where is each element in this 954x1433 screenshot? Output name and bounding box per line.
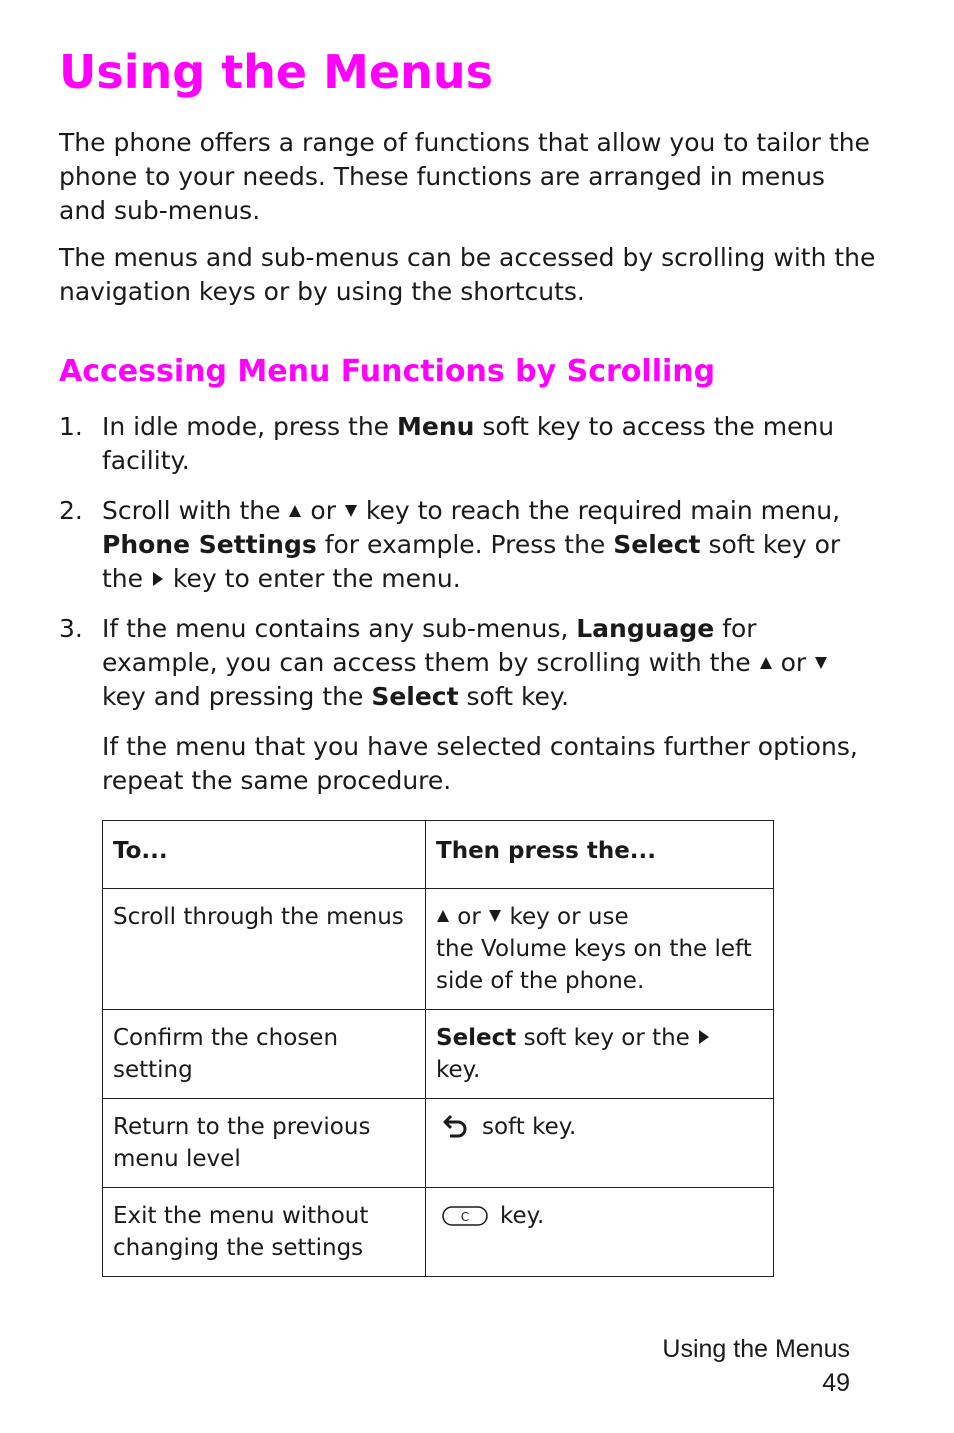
table-cell-action: Scroll through the menus (103, 889, 426, 1010)
step-2 (59, 494, 879, 596)
table-row (103, 1010, 774, 1099)
table-cell-action: Confirm the chosen setting (103, 1010, 426, 1099)
section-title: Accessing Menu Functions by Scrolling (59, 354, 716, 389)
table-cell-press: or key or use the Volume keys on the left side of the phone. (426, 889, 774, 1010)
step-number: 2. (59, 496, 83, 525)
down-arrow-icon (344, 504, 358, 518)
key-reference-table (102, 820, 774, 1277)
language-label: Language (576, 614, 715, 643)
footer-section-title: Using the Menus (662, 1335, 850, 1363)
select-key-label: Select (371, 682, 459, 711)
step-1 (59, 410, 879, 478)
return-arrow-icon (440, 1112, 472, 1142)
table-row (103, 1099, 774, 1188)
step-number: 1. (59, 412, 83, 441)
right-arrow-icon (151, 572, 165, 586)
intro-paragraph-1: The phone offers a range of functions that allow you to tailor the phone to your needs. These functions are arranged in menus and sub-menus. (59, 128, 870, 225)
page-number: 49 (822, 1369, 850, 1397)
right-arrow-icon (697, 1030, 711, 1044)
step-text: In idle mode, press the Menu soft key to access the menu facility. (102, 412, 835, 475)
down-arrow-icon (488, 909, 502, 923)
table-cell-press: Select soft key or the key. (426, 1010, 774, 1099)
select-key-label: Select (613, 530, 701, 559)
step-3-continuation: If the menu that you have selected contains further options, repeat the same procedure. (102, 732, 858, 795)
step-text: If the menu contains any sub-menus, Language for example, you can access them by scrolling with the or key and pressing the Select soft key. (102, 612, 879, 714)
phone-settings-label: Phone Settings (102, 530, 317, 559)
table-row (103, 889, 774, 1010)
menu-key-label: Menu (397, 412, 475, 441)
table-cell-action: Return to the previous menu level (103, 1099, 426, 1188)
svg-text:C: C (460, 1210, 470, 1224)
table-cell-action: Exit the menu without changing the settings (103, 1188, 426, 1277)
down-arrow-icon (814, 656, 828, 670)
table-row (103, 1188, 774, 1277)
intro-paragraph-2: The menus and sub-menus can be accessed by scrolling with the navigation keys or by using the shortcuts. (59, 243, 876, 306)
step-3 (59, 612, 879, 714)
up-arrow-icon (759, 656, 773, 670)
page-footer (662, 1332, 850, 1400)
table-cell-press: C key. (426, 1188, 774, 1277)
page-title: Using the Menus (59, 45, 493, 99)
table-header-row (103, 821, 774, 889)
c-key-icon (442, 1205, 488, 1227)
table-header-to: To... (103, 821, 426, 889)
up-arrow-icon (288, 504, 302, 518)
select-key-label: Select (436, 1025, 517, 1051)
step-text: Scroll with the or key to reach the required main menu, Phone Settings for example. Press the Select soft key or the key to enter the menu. (102, 496, 841, 593)
up-arrow-icon (436, 909, 450, 923)
table-cell-press: soft key. (426, 1099, 774, 1188)
step-number: 3. (59, 614, 83, 643)
table-header-press: Then press the... (426, 821, 774, 889)
